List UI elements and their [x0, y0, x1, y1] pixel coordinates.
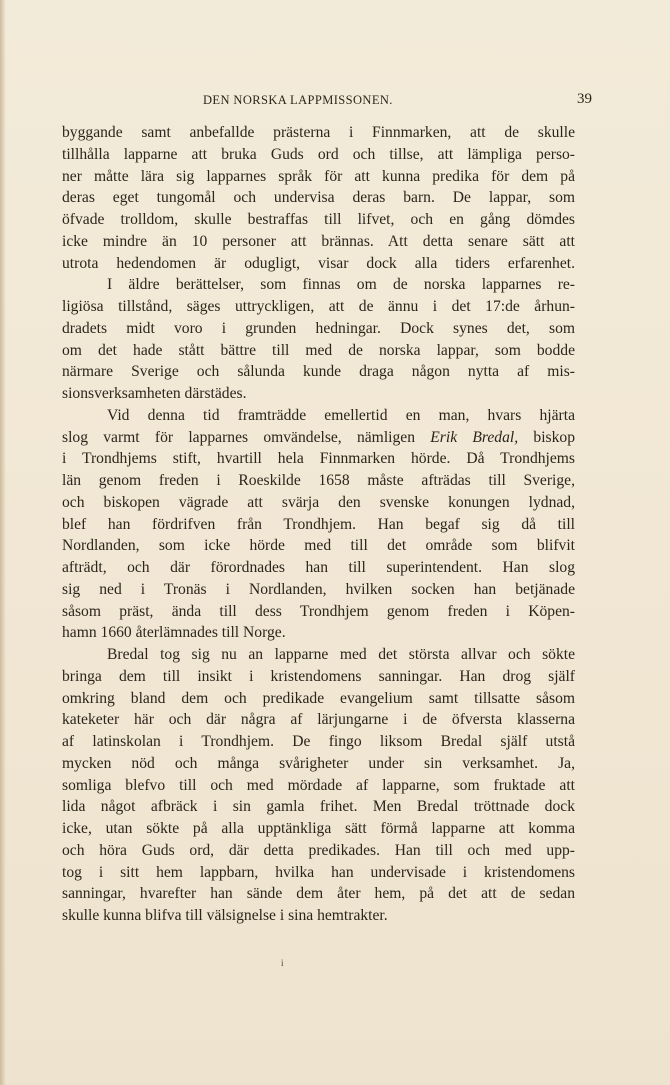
text-line: kateketer här och där några af lärjungarne i de öfversta klasserna	[62, 711, 575, 729]
running-head: DEN NORSKA LAPPMISSONEN.	[203, 93, 393, 107]
text-line: Bredal tog sig nu an lapparne med det största allvar och sökte	[107, 646, 575, 663]
text-line: sig ned i Tronäs i Nordlanden, hvilken socken han betjänade	[62, 580, 575, 598]
text-segment: biskop	[518, 428, 575, 446]
text-line: och biskopen vägrade att svärja den svenske konungen lydnad,	[62, 493, 575, 511]
text-line: såsom präst, ända till dess Trondhjem genom freden i Köpen-	[62, 602, 575, 620]
text-line: sionsverksamheten därstädes.	[62, 385, 247, 402]
text-line	[62, 427, 575, 449]
text-line: ligiösa tillstånd, säges uttryckligen, att de ännu i det 17:de århun-	[62, 298, 575, 315]
text-line: icke, utan sökte på alla upptänkliga sätt förmå lapparne att komma	[62, 820, 575, 837]
signature-mark: i	[281, 958, 284, 968]
text-line: afträdt, och där förordnades han till superintendent. Han slog	[62, 559, 575, 576]
text-line: somliga blefvo till och med mördade af lapparne, som fruktade att	[62, 776, 575, 794]
text-line: omkring bland dem och predikade evangelium samt tillsatte såsom	[62, 689, 575, 707]
text-line: ner måtte lära sig lapparnes språk för att kunna predika för dem på	[62, 167, 575, 185]
text-line: län genom freden i Roeskilde 1658 måste afträdas till Sverige,	[62, 472, 575, 489]
body-text	[62, 122, 575, 927]
text-line: af latinskolan i Trondhjem. De fingo liksom Bredal själf utstå	[62, 733, 575, 750]
text-line: mycken nöd och många svårigheter under sin verksamhet. Ja,	[62, 754, 575, 772]
text-segment: slog varmt för lapparnes omvändelse, nämligen	[62, 428, 431, 446]
text-line: Nordlanden, som icke hörde med till det område som blifvit	[62, 537, 575, 555]
text-line: lida något afbräck i sin gamla frihet. Men Bredal tröttnade dock	[62, 798, 575, 816]
text-line: och höra Guds ord, där detta predikades. Han till och med upp-	[62, 841, 575, 859]
text-line: bringa dem till insikt i kristendomens sanningar. Han drog själf	[62, 667, 575, 685]
text-line: i Trondhjems stift, hvartill hela Finnmarken hörde. Då Trondhjems	[62, 450, 575, 468]
text-line: Vid denna tid framträdde emellertid en man, hvars hjärta	[107, 406, 575, 424]
page-number: 39	[577, 91, 592, 107]
text-line: icke mindre än 10 personer att brännas. Att detta senare sätt att	[62, 232, 575, 250]
text-line: närmare Sverige och sålunda kunde draga någon nytta af mis-	[62, 363, 575, 381]
page-header	[60, 93, 610, 115]
text-line: deras eget tungomål och undervisa deras barn. De lappar, som	[62, 189, 575, 207]
text-line: tillhålla lapparne att bruka Guds ord och tillse, att lämpliga perso-	[62, 145, 575, 163]
text-line: blef han fördrifven från Trondhjem. Han begaf sig då till	[62, 515, 575, 533]
person-name-italic: Erik Bredal,	[430, 428, 519, 446]
text-line: byggande samt anbefallde prästerna i Finnmarken, att de skulle	[62, 124, 575, 141]
text-line: utrota hedendomen är odugligt, visar dock alla tiders erfarenhet.	[62, 254, 575, 272]
text-line: öfvade trolldom, skulle bestraffas till lifvet, och en gång dömdes	[62, 211, 575, 228]
text-line: hamn 1660 återlämnades till Norge.	[62, 624, 286, 642]
text-line: I äldre berättelser, som finnas om de norska lapparnes re-	[107, 276, 575, 294]
text-line: dradets midt voro i grunden hedningar. Dock synes det, som	[62, 319, 575, 337]
text-line: sanningar, hvarefter han sände dem åter hem, på det att de sedan	[62, 885, 575, 903]
text-line: skulle kunna blifva till välsignelse i sina hemtrakter.	[62, 907, 388, 924]
page-edge-shadow	[0, 0, 6, 1085]
text-line: om det hade stått bättre till med de norska lappar, som bodde	[62, 341, 575, 359]
text-line: tog i sitt hem lappbarn, hvilka han undervisade i kristendomens	[62, 863, 575, 881]
